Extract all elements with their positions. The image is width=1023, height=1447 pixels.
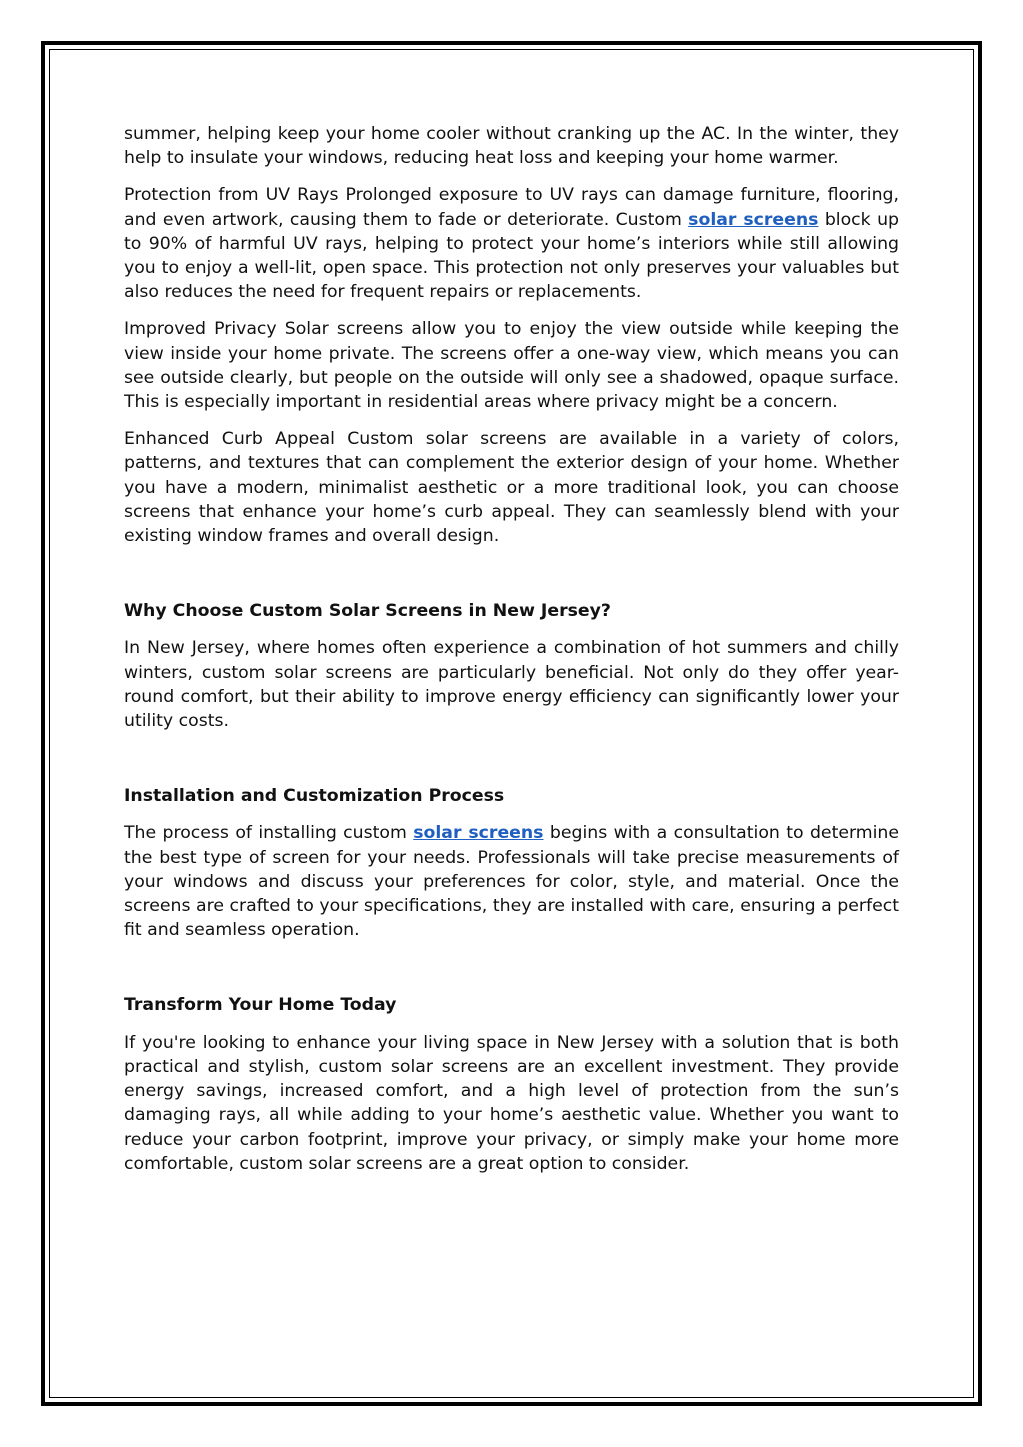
paragraph-installation [124, 821, 899, 942]
heading-why-choose: Why Choose Custom Solar Screens in New Jersey? [124, 601, 611, 622]
paragraph-privacy: Improved Privacy Solar screens allow you to enjoy the view outside while keeping the view inside your home private. The screens offer a one-way view, which means you can see outside clearly, but people on the outside will only see a shadowed, opaque surface. This is especially important in residential areas where privacy might be a concern. [124, 319, 899, 413]
paragraph-why-choose: In New Jersey, where homes often experience a combination of hot summers and chilly winters, custom solar screens are particularly beneficial. Not only do they offer year-round comfort, but their ability to improve energy efficiency can significantly lower your utility costs. [124, 638, 899, 732]
solar-screens-link[interactable]: solar screens [688, 209, 819, 230]
solar-screens-link-installation[interactable]: solar screens [413, 823, 544, 844]
uv-text-before: Protection from UV Rays Prolonged exposure to UV rays can damage furniture, flooring, and even artwork, causing them to fade or deteriorate. Custom [124, 185, 899, 230]
heading-installation: Installation and Customization Process [124, 786, 505, 807]
installation-text-after: begins with a consultation to determine the best type of screen for your needs. Professionals will take precise measurements of your windows and discuss your preferences for color, style, and material. Once the screens are crafted to your specifications, they are installed with care, ensuring a perfect fit and seamless operation. [124, 823, 899, 941]
paragraph-transform: If you're looking to enhance your living space in New Jersey with a solution that is both practical and stylish, custom solar screens are an excellent investment. They provide energy savings, increased comfort, and a high level of protection from the sun’s damaging rays, all while adding to your home’s aesthetic value. Whether you want to reduce your carbon footprint, improve your privacy, or simply make your home more comfortable, custom solar screens are a great option to consider. [124, 1032, 899, 1174]
heading-transform: Transform Your Home Today [124, 995, 397, 1016]
uv-text-after: block up to 90% of harmful UV rays, helping to protect your home’s interiors while still allowing you to enjoy a well-lit, open space. This protection not only preserves your valuables but also reduces the need for frequent repairs or replacements. [124, 209, 899, 303]
installation-text-before: The process of installing custom [124, 823, 414, 844]
paragraph-uv-protection [124, 183, 899, 304]
paragraph-curb-appeal: Enhanced Curb Appeal Custom solar screens are available in a variety of colors, patterns, and textures that can complement the exterior design of your home. Whether you have a modern, minimalist aesthetic or a more traditional look, you can choose screens that enhance your home’s curb appeal. They can seamlessly blend with your existing window frames and overall design. [124, 429, 899, 547]
document-body [124, 122, 899, 1189]
paragraph-cooling-insulation: summer, helping keep your home cooler without cranking up the AC. In the winter, they help to insulate your windows, reducing heat loss and keeping your home warmer. [124, 124, 899, 169]
